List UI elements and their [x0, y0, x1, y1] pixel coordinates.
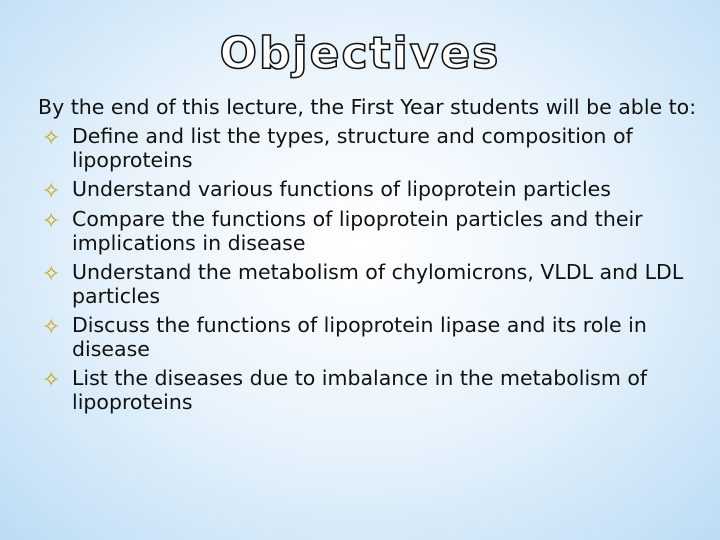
four-point-star-icon: ✧	[42, 262, 61, 287]
four-point-star-icon: ✧	[42, 315, 61, 340]
four-point-star-icon: ✧	[42, 209, 61, 234]
list-item	[38, 367, 698, 414]
list-item-text: Compare the functions of lipoprotein particles and their implications in disease	[72, 207, 643, 255]
list-item	[38, 208, 698, 255]
list-item-text: Discuss the functions of lipoprotein lipase and its role in disease	[72, 313, 647, 361]
slide-content	[38, 96, 698, 420]
four-point-star-icon: ✧	[42, 179, 61, 204]
slide-title: Objectives	[219, 28, 501, 79]
list-item-text: Understand the metabolism of chylomicrons, VLDL and LDL particles	[72, 260, 684, 308]
list-item-text: Understand various functions of lipoprotein particles	[72, 177, 611, 201]
intro-text: By the end of this lecture, the First Year students will be able to:	[38, 95, 697, 119]
list-item-text: List the diseases due to imbalance in the metabolism of lipoproteins	[72, 366, 648, 414]
four-point-star-icon: ✧	[42, 126, 61, 151]
objectives-list	[38, 125, 698, 414]
list-item	[38, 261, 698, 308]
list-item-text: Define and list the types, structure and composition of lipoproteins	[72, 124, 633, 172]
list-item	[38, 125, 698, 172]
list-item	[38, 314, 698, 361]
four-point-star-icon: ✧	[42, 368, 61, 393]
list-item	[38, 178, 698, 202]
